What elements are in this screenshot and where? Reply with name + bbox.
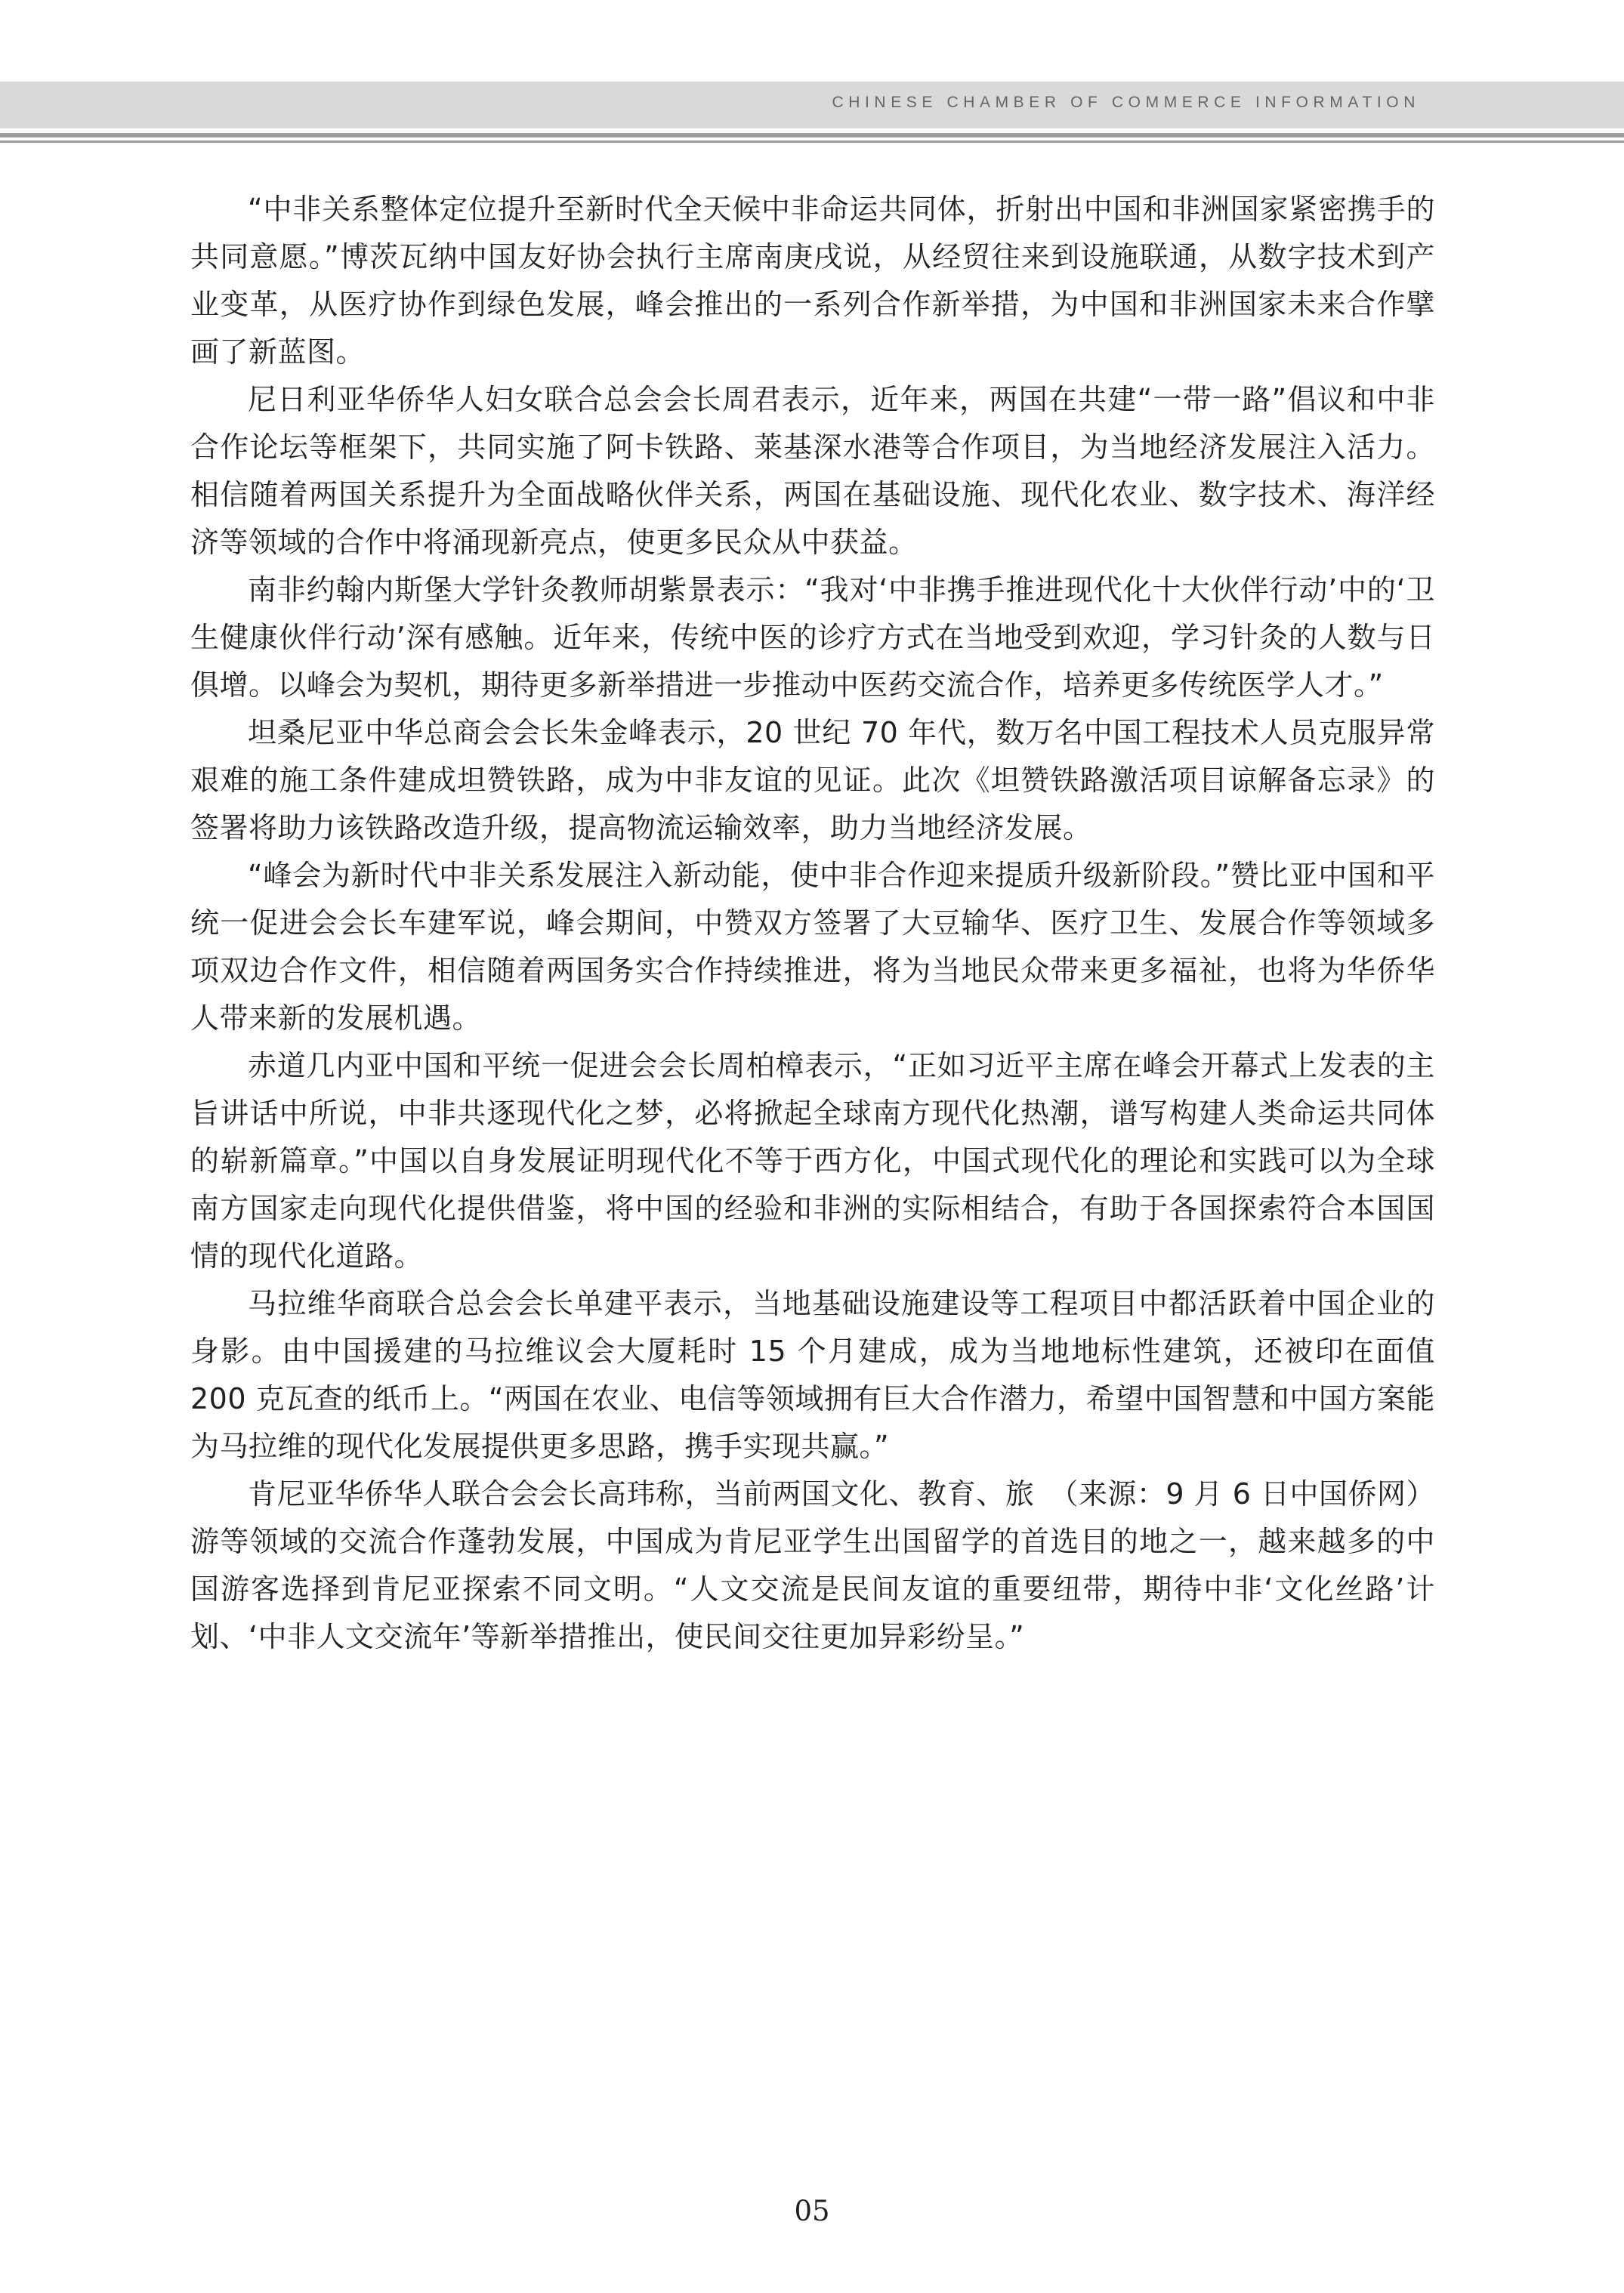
paragraph: 赤道几内亚中国和平统一促进会会长周柏樟表示，“正如习近平主席在峰会开幕式上发表的主旨讲话中所说，中非共逐现代化之梦，必将掀起全球南方现代化热潮，谱写构建人类命运共同体的崭新篇章。”中国以自身发展证明现代化不等于西方化，中国式现代化的理论和实践可以为全球南方国家走向现代化提供借鉴，将中国的经验和非洲的实际相结合，有助于各国探索符合本国国情的现代化道路。 — [190, 1049, 1435, 1273]
running-header: CHINESE CHAMBER OF COMMERCE INFORMATION — [832, 94, 1420, 111]
header-rule-thin — [0, 140, 1624, 143]
paragraph: “中非关系整体定位提升至新时代全天候中非命运共同体，折射出中国和非洲国家紧密携手的共同意愿。”博茨瓦纳中国友好协会执行主席南庚戌说，从经贸往来到设施联通，从数字技术到产业变革，从医疗协作到绿色发展，峰会推出的一系列合作新举措，为中国和非洲国家未来合作擘画了新蓝图。 — [190, 193, 1435, 369]
header-rule — [0, 133, 1624, 137]
paragraph: 南非约翰内斯堡大学针灸教师胡紫景表示：“我对‘中非携手推进现代化十大伙伴行动’中的‘卫生健康伙伴行动’深有感触。近年来，传统中医的诊疗方式在当地受到欢迎，学习针灸的人数与日俱增。以峰会为契机，期待更多新举措进一步推动中医药交流合作，培养更多传统医学人才。” — [190, 573, 1435, 702]
paragraph: 坦桑尼亚中华总商会会长朱金峰表示，20 世纪 70 年代，数万名中国工程技术人员克服异常艰难的施工条件建成坦赞铁路，成为中非友谊的见证。此次《坦赞铁路激活项目谅解备忘录》的签署将助力该铁路改造升级，提高物流运输效率，助力当地经济发展。 — [190, 716, 1435, 844]
paragraph-last-text: 肯尼亚华侨华人联合会会长高玮称，当前两国文化、教育、旅游等领域的交流合作蓬勃发展，中国成为肯尼亚学生出国留学的首选目的地之一，越来越多的中国游客选择到肯尼亚探索不同文明。“人文交流是民间友谊的重要纽带，期待中非‘文化丝路’计划、‘中非人文交流年’等新举措推出，使民间交往更加异彩纷呈。” — [190, 1477, 1435, 1653]
source-citation: （来源：9 月 6 日中国侨网） — [1049, 1477, 1435, 1511]
paragraph: 马拉维华商联合总会会长单建平表示，当地基础设施建设等工程项目中都活跃着中国企业的身影。由中国援建的马拉维议会大厦耗时 15 个月建成，成为当地地标性建筑，还被印在面值 200 克瓦查的纸币上。“两国在农业、电信等领域拥有巨大合作潜力，希望中国智慧和中国方案能为马拉维的现代化发展提供更多思路，携手实现共赢。” — [190, 1287, 1435, 1463]
page-number: 05 — [794, 2195, 830, 2227]
paragraph: 尼日利亚华侨华人妇女联合总会会长周君表示，近年来，两国在共建“一带一路”倡议和中非合作论坛等框架下，共同实施了阿卡铁路、莱基深水港等合作项目，为当地经济发展注入活力。相信随着两国关系提升为全面战略伙伴关系，两国在基础设施、现代化农业、数字技术、海洋经济等领域的合作中将涌现新亮点，使更多民众从中获益。 — [190, 383, 1435, 559]
paragraph-last — [190, 1471, 1435, 1661]
paragraph: “峰会为新时代中非关系发展注入新动能，使中非合作迎来提质升级新阶段。”赞比亚中国和平统一促进会会长车建军说，峰会期间，中赞双方签署了大豆输华、医疗卫生、发展合作等领域多项双边合作文件，相信随着两国务实合作持续推进，将为当地民众带来更多福祉，也将为华侨华人带来新的发展机遇。 — [190, 859, 1435, 1035]
article-body — [190, 186, 1435, 1661]
